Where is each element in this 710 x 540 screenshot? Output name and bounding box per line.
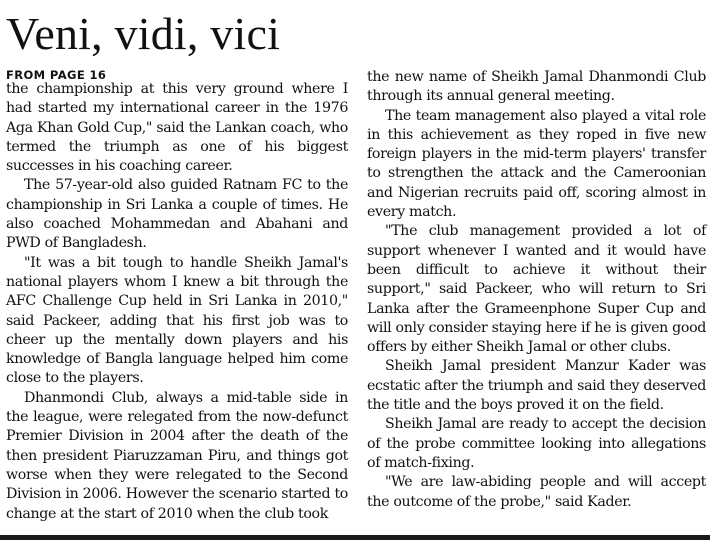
headline: Veni, vidi, vici	[6, 8, 281, 59]
article-column-1	[6, 80, 348, 540]
paragraph: Dhanmondi Club, always a mid-table side in the league, were relegated from the now-defunct Premier Division in 2004 after the death of the then president Piaruzzaman Piru, and things got worse when they were relegated to the Second Division in 2006. However the scenario started to change at the start of 2010 when the club took	[6, 389, 348, 522]
paragraph: "We are law-abiding people and will accept the outcome of the probe," said Kader.	[367, 474, 706, 510]
page-bottom-rule	[0, 535, 710, 540]
paragraph: The team management also played a vital role in this achievement as they roped in five new foreign players in the mid-term players' transfer to strengthen the attack and the Cameroonian and Nigerian recruits paid off, scoring almost in every match.	[367, 107, 706, 221]
article-column-2	[367, 68, 706, 540]
paragraph: The 57-year-old also guided Ratnam FC to the championship in Sri Lanka a couple of times. He also coached Mohammedan and Abahani and PWD of Bangladesh.	[6, 177, 348, 252]
paragraph: "The club management provided a lot of support whenever I wanted and it would have been difficult to achieve it without their support," said Packeer, who will return to Sri Lanka after the Grameenphone Super Cup and will only consider staying here if he is given good offers by either Sheikh Jamal or other clubs.	[367, 223, 706, 356]
paragraph: Sheikh Jamal president Manzur Kader was ecstatic after the triumph and said they deserved the title and the boys proved it on the field.	[367, 358, 706, 414]
jump-line: FROM PAGE 16	[6, 68, 107, 82]
paragraph: the new name of Sheikh Jamal Dhanmondi Club through its annual general meeting.	[367, 69, 706, 105]
paragraph: Sheikh Jamal are ready to accept the decision of the probe committee looking into allegations of match-fixing.	[367, 416, 706, 471]
paragraph: the championship at this very ground where I had started my international career in the 1976 Aga Khan Gold Cup," said the Lankan coach, who termed the triumph as one of his biggest successes in his coaching career.	[6, 81, 348, 175]
paragraph: "It was a bit tough to handle Sheikh Jamal's national players whom I knew a bit through the AFC Challenge Cup held in Sri Lanka in 2010," said Packeer, adding that his first job was to cheer up the mentally down players and his knowledge of Bangla language helped him come close to the players.	[6, 254, 348, 387]
